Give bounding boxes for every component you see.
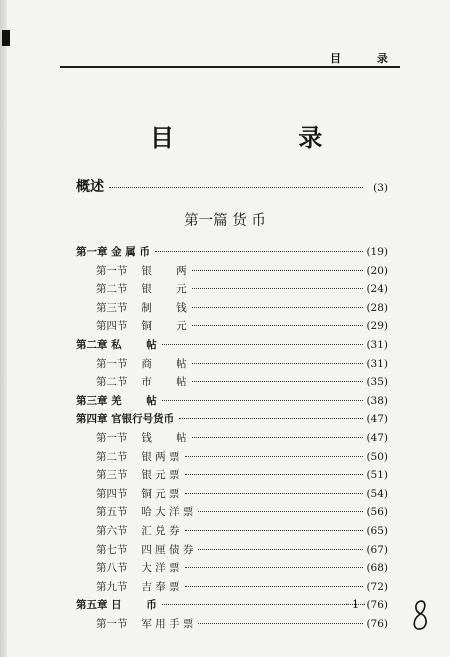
toc-section-entry[interactable] xyxy=(96,504,388,519)
leader-dots xyxy=(192,307,363,308)
toc-entry-page: (35) xyxy=(366,376,388,389)
toc-entry-page: (76) xyxy=(366,599,388,612)
leader-dots xyxy=(179,418,363,419)
toc-entry-title: 第九节 吉 奉 票 xyxy=(96,580,180,593)
toc-entry-page: (65) xyxy=(366,525,388,537)
toc-chapter-entry[interactable] xyxy=(76,411,388,426)
toc-entry-title: 第四节 铜 元 xyxy=(96,320,187,333)
leader-dots xyxy=(185,567,363,568)
toc-entry-page: (38) xyxy=(366,394,388,407)
toc-entry-page: (31) xyxy=(366,339,388,351)
toc-section-entry[interactable] xyxy=(96,356,388,371)
toc-entry-title: 第二章 私 帖 xyxy=(76,339,157,351)
toc-entry-page: (3) xyxy=(373,182,388,194)
leader-dots xyxy=(198,549,363,550)
toc-chapter-entry[interactable] xyxy=(76,244,388,259)
toc-section-entry[interactable] xyxy=(96,430,388,445)
leader-dots xyxy=(192,325,363,326)
leader-dots xyxy=(162,400,363,401)
toc-section-entry[interactable] xyxy=(96,616,388,631)
toc-entry-page: (28) xyxy=(366,301,388,314)
running-head: 目 录 xyxy=(330,52,404,65)
leader-dots xyxy=(185,493,363,494)
toc-chapter-entry[interactable] xyxy=(76,597,388,612)
toc-entry-title: 第七节 四 厘 债 券 xyxy=(96,543,194,556)
toc-entry-title: 第一节 银 两 xyxy=(96,264,187,277)
toc-entry-page: (20) xyxy=(366,264,388,277)
handwritten-mark xyxy=(410,598,430,632)
toc-entry-title: 第一节 军 用 手 票 xyxy=(96,618,194,630)
leader-dots xyxy=(192,288,363,289)
leader-dots xyxy=(109,187,363,188)
toc-section-entry[interactable] xyxy=(96,449,388,464)
toc-entry-page: (50) xyxy=(366,450,388,463)
toc-entry-title: 第二节 市 帖 xyxy=(96,376,187,389)
leader-dots xyxy=(185,586,363,587)
toc-section-entry[interactable] xyxy=(96,486,388,501)
toc-entry-page: (29) xyxy=(366,320,388,333)
toc-entry-title: 第五节 哈 大 洋 票 xyxy=(96,506,194,519)
toc-entry-page: (72) xyxy=(366,580,388,593)
toc-entry-title: 第四章 官银行号货币 xyxy=(76,413,175,426)
leader-dots xyxy=(198,511,363,512)
toc-entry-title: 第一节 钱 帖 xyxy=(96,432,187,444)
leader-dots xyxy=(185,456,363,457)
toc-section-entry[interactable] xyxy=(96,263,388,278)
toc-section-entry[interactable] xyxy=(96,542,388,557)
toc-entry-title: 第一章 金 属 币 xyxy=(76,246,150,258)
toc-entry-title: 第二节 银 元 xyxy=(96,283,187,296)
toc-entry-page: (51) xyxy=(366,469,388,482)
toc-entry-title: 第二节 银 两 票 xyxy=(96,450,180,463)
leader-dots xyxy=(192,437,363,438)
page-edge xyxy=(0,0,7,657)
toc-entry-page: (76) xyxy=(366,618,388,630)
leader-dots xyxy=(162,344,363,345)
toc-entry-page: (31) xyxy=(366,357,388,370)
leader-dots xyxy=(185,474,363,475)
toc-entry-title: 第一节 商 帖 xyxy=(96,357,187,370)
header-rule xyxy=(60,66,400,68)
toc-section-entry[interactable] xyxy=(96,318,388,333)
toc-entry-title: 第八节 大 洋 票 xyxy=(96,562,180,575)
leader-dots xyxy=(162,604,363,605)
leader-dots xyxy=(192,381,363,382)
toc-entry-page: (19) xyxy=(366,246,388,258)
leader-dots xyxy=(192,363,363,364)
toc-entry-page: (68) xyxy=(366,562,388,575)
leader-dots xyxy=(155,251,363,252)
toc-entry-title: 第三节 制 钱 xyxy=(96,301,187,314)
page-number: · 1 · xyxy=(345,598,366,611)
leader-dots xyxy=(192,270,363,271)
toc-section-entry[interactable] xyxy=(96,579,388,594)
toc-entry-title: 第三节 银 元 票 xyxy=(96,469,180,482)
part-title: 第一篇 货 币 xyxy=(184,213,266,229)
toc-section-entry[interactable] xyxy=(96,300,388,315)
leader-dots xyxy=(198,623,363,624)
toc-section-entry[interactable] xyxy=(96,281,388,296)
toc-entry-page: (24) xyxy=(366,283,388,296)
toc-entry-title: 第六节 汇 兑 券 xyxy=(96,525,180,537)
toc-entry-title: 第四节 铜 元 票 xyxy=(96,487,180,500)
edge-mark xyxy=(2,30,10,46)
toc-entry-overview[interactable] xyxy=(76,176,388,196)
toc-chapter-entry[interactable] xyxy=(76,393,388,408)
toc-section-entry[interactable] xyxy=(96,560,388,575)
toc-entry-page: (47) xyxy=(366,413,388,426)
toc-section-entry[interactable] xyxy=(96,467,388,482)
toc-entry-page: (67) xyxy=(366,543,388,556)
toc-section-entry[interactable] xyxy=(96,374,388,389)
toc-entry-page: (56) xyxy=(366,506,388,519)
toc-entry-title: 第五章 日 币 xyxy=(76,599,157,612)
toc-section-entry[interactable] xyxy=(96,523,388,538)
toc-entry-page: (54) xyxy=(366,487,388,500)
toc-entry-page: (47) xyxy=(366,432,388,444)
page-title: 目 录 xyxy=(150,123,381,152)
toc-entry-title: 第三章 羌 帖 xyxy=(76,394,157,407)
toc-chapter-entry[interactable] xyxy=(76,337,388,352)
leader-dots xyxy=(185,530,363,531)
toc-entry-title: 概述 xyxy=(76,179,104,195)
